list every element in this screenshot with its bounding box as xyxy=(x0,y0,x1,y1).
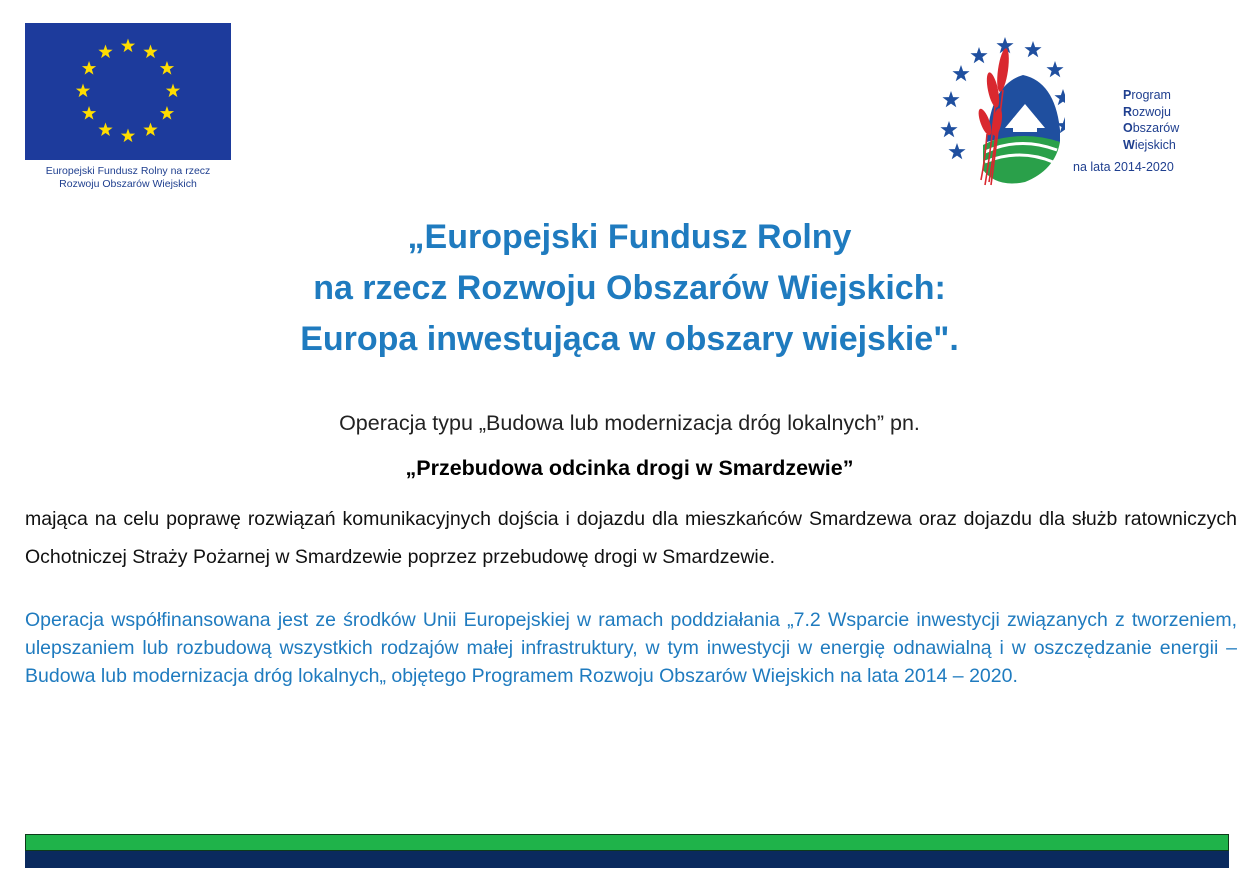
prow-rest-2: ozwoju xyxy=(1132,104,1171,119)
prow-logo xyxy=(935,30,1065,190)
operation-goal: mająca na celu poprawę rozwiązań komunikacyjnych dojścia i dojazdu dla mieszkańców Smardzewa oraz dojazdu dla służb ratowniczych Ochotniczej Straży Pożarnej w Smardzewie poprzez przebudowę drogi w Smardzewie. xyxy=(25,508,1237,568)
prow-star-icon xyxy=(940,121,957,137)
prow-star-icon xyxy=(1054,89,1065,105)
eu-caption-line2: Rozwoju Obszarów Wiejskich xyxy=(59,178,197,190)
footer-green-bar xyxy=(25,834,1229,851)
prow-program-name xyxy=(1123,87,1179,153)
prow-star-icon xyxy=(952,65,969,81)
eu-fund-caption xyxy=(25,165,231,191)
prow-initial-p: P xyxy=(1123,88,1132,102)
prow-star-icon xyxy=(970,47,987,63)
prow-initial-r: R xyxy=(1123,104,1133,119)
cofinancing-text: Operacja współfinansowana jest ze środków Unii Europejskiej w ramach poddziałania „7.2 Wsparcie inwestycji związanych z tworzeniem, ulepszaniem lub rozbudową wszystkich rodzajów małej infrastruktury, w tym inwestycji w energię odnawialną i w oszczędzanie energii – Budowa lub modernizacja dróg lokalnych„ objętego Programem Rozwoju Obszarów Wiejskich na lata 2014 – 2020. xyxy=(25,609,1237,687)
prow-initial-w: W xyxy=(1123,137,1135,152)
footer-navy-bar xyxy=(25,851,1229,868)
prow-rest-1: rogram xyxy=(1131,88,1171,102)
prow-star-icon xyxy=(1046,61,1063,77)
prow-rest-4: iejskich xyxy=(1134,137,1176,152)
eu-flag-logo xyxy=(25,23,231,160)
prow-initial-o: O xyxy=(1123,121,1133,135)
prow-rest-3: bszarów xyxy=(1132,121,1180,135)
prow-star-icon xyxy=(948,143,965,159)
headline xyxy=(0,212,1259,365)
headline-line2: na rzecz Rozwoju Obszarów Wiejskich: xyxy=(313,269,946,307)
prow-years: na lata 2014-2020 xyxy=(1073,160,1174,174)
eu-caption-line1: Europejski Fundusz Rolny na rzecz xyxy=(45,165,211,177)
prow-star-icon xyxy=(942,91,959,107)
operation-name: „Przebudowa odcinka drogi w Smardzewie” xyxy=(405,456,854,480)
headline-line1: „Europejski Fundusz Rolny xyxy=(407,218,852,256)
prow-star-icon xyxy=(1024,41,1041,57)
operation-type-text: Operacja typu „Budowa lub modernizacja dróg lokalnych” pn. xyxy=(339,411,920,435)
headline-line3: Europa inwestująca w obszary wiejskie". xyxy=(300,320,959,358)
